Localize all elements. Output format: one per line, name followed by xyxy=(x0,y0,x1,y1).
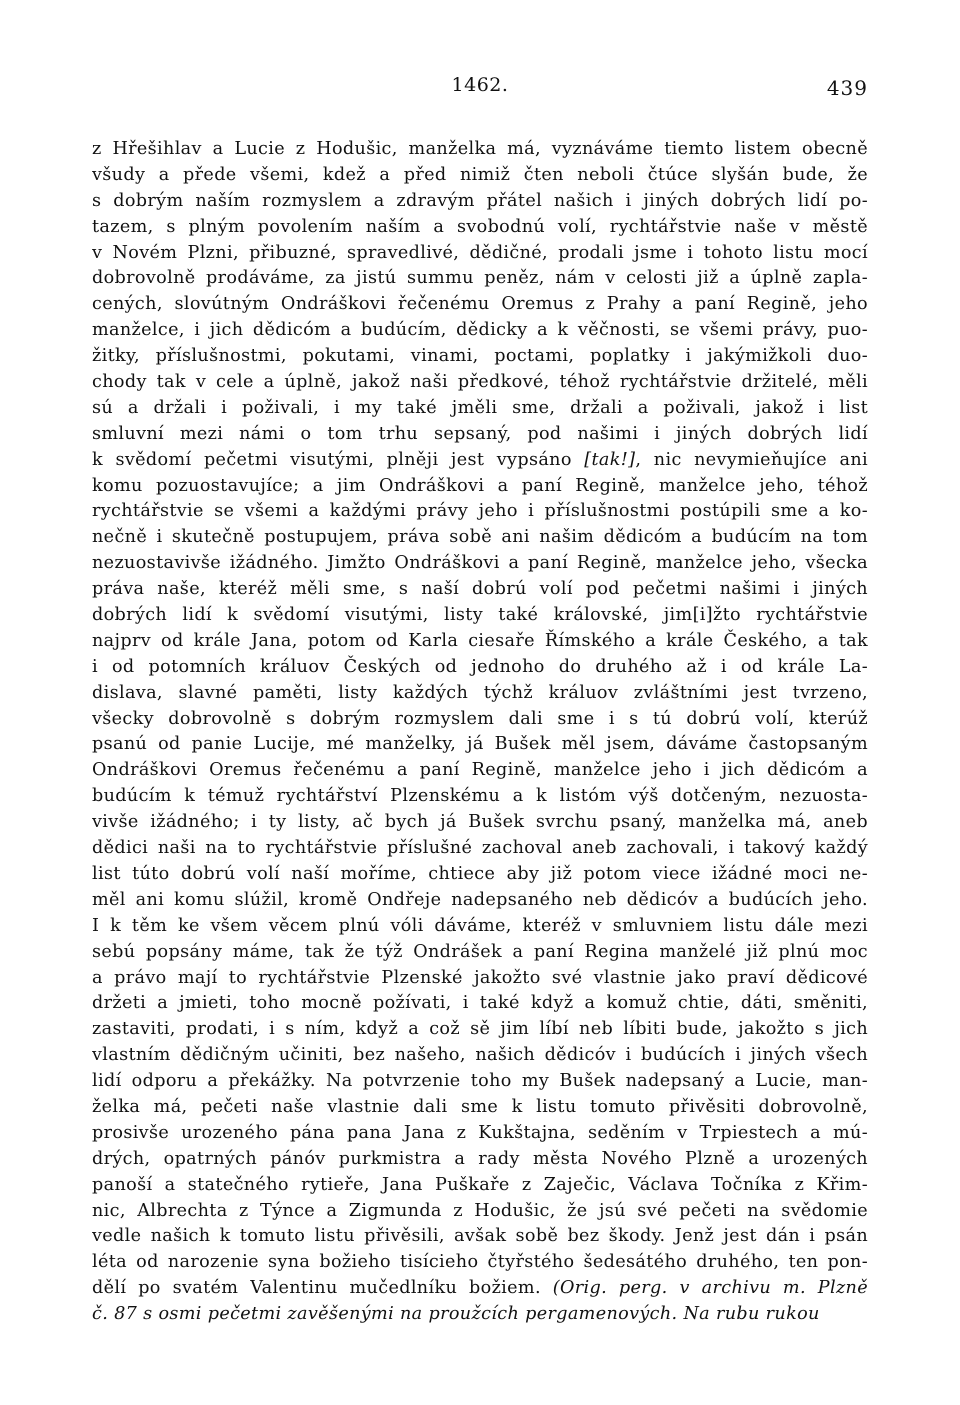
text-segment: dědici naši na to rychtářstvie příslušné zachoval aneb zachovali, i takový každý xyxy=(92,838,868,859)
text-line xyxy=(92,707,868,733)
text-segment: z Hřešihlav a Lucie z Hodušic, manželka má, vyznáváme tiemto listem obecně xyxy=(92,139,868,159)
text-line xyxy=(92,1302,868,1328)
text-segment: nic, Albrechta z Týnce a Zigmunda z Hodušic, že jsú své pečeti na svědomie xyxy=(92,1200,868,1221)
text-line xyxy=(92,784,868,810)
text-segment: dislava, slavné paměti, listy každých týchž králuov zvláštními jest tvrzeno, xyxy=(92,682,868,703)
text-line xyxy=(92,732,868,758)
text-segment: psanú od panie Lucije, mé manželky, já Bušek měl jsem, dáváme častopsaným xyxy=(92,734,868,755)
text-line xyxy=(92,137,868,163)
text-segment: list túto dobrú volí naší moříme, chtiece aby již potom viece ižádné moci ne- xyxy=(92,863,868,884)
text-line xyxy=(92,448,868,474)
text-segment: všecky dobrovolně s dobrým rozmyslem dali sme i s tú dobrú volí, kterúž xyxy=(92,708,868,729)
text-line xyxy=(92,1276,868,1302)
text-segment: sebú popsány máme, tak že týž Ondrášek a paní Regina manželé již plnú moc xyxy=(92,941,868,962)
text-segment: všudy a přede všemi, kdež a před nimiž čten neboli čtúce slyšán bude, že xyxy=(92,164,868,185)
text-segment: tazem, s plným povolením naším a svobodnú volí, rychtářstvie naše v městě xyxy=(92,216,868,237)
text-segment: cených, slovútným Ondráškovi řečenému Oremus z Prahy a paní Regině, jeho xyxy=(92,294,868,315)
text-segment: zastaviti, prodati, i s ním, když a což sě jim líbí neb líbiti bude, jakožto s jich xyxy=(92,1019,868,1040)
text-line xyxy=(92,292,868,318)
text-line xyxy=(92,215,868,241)
text-segment: držeti a jmieti, toho mocně požívati, i také když a komuž chtie, dáti, směniti, xyxy=(92,993,868,1014)
text-segment: najprv od krále Jana, potom od Karla ciesaře Římského a krále Českého, a tak xyxy=(92,630,868,651)
text-line xyxy=(92,1224,868,1250)
text-line xyxy=(92,888,868,914)
text-line xyxy=(92,836,868,862)
text-line xyxy=(92,370,868,396)
text-line xyxy=(92,551,868,577)
text-segment: budúcím k témuž rychtářství Plzenskému a k listóm výš dotčeným, nezuosta- xyxy=(92,786,868,807)
page-number: 439 xyxy=(826,76,868,100)
text-segment: dobrých lidí k svědomí visutými, listy také královské, jim[i]žto rychtářstvie xyxy=(92,605,868,626)
text-line xyxy=(92,655,868,681)
text-line xyxy=(92,1095,868,1121)
text-segment: měl ani komu slúžil, kromě Ondřeje nadepsaného neb dědicóv a budúcích jeho. xyxy=(92,889,868,910)
text-segment: želka má, pečeti naše vlastnie dali sme k listu tomuto přivěsiti dobrovolně, xyxy=(92,1096,868,1117)
text-segment: chody tak v cele a úplně, jakož naši předkové, téhož rychtářstvie držitelé, měli xyxy=(92,372,868,393)
text-line xyxy=(92,966,868,992)
text-segment: vivše ižádného; i ty listy, ač bych já Bušek svrchu psaný, manželka má, aneb xyxy=(92,812,868,833)
page-header xyxy=(92,74,868,104)
text-line xyxy=(92,1147,868,1173)
text-line xyxy=(92,422,868,448)
text-segment: manželce, i jich dědicóm a budúcím, dědicky a k věčnosti, se všemi právy, puo- xyxy=(92,320,868,341)
text-segment: nezuostavivše ižádného. Jimžto Ondráškovi a paní Regině, manželce jeho, všecka xyxy=(92,553,868,574)
text-line xyxy=(92,577,868,603)
text-segment: sú a držali i poživali, i my také jměli sme, držali a poživali, jakož i list xyxy=(92,397,868,418)
text-segment: a právo mají to rychtářstvie Plzenské jakožto své vlastnie jako praví dědicové xyxy=(92,967,868,988)
text-line xyxy=(92,396,868,422)
text-segment: dělí po svatém Valentinu mučedlníku božiem. xyxy=(92,1278,553,1299)
text-segment: práva naše, kteréž měli sme, s naší dobrú volí pod pečetmi našimi i jiných xyxy=(92,579,868,600)
text-line xyxy=(92,603,868,629)
text-segment: lidí odporu a překážky. Na potvrzenie toho my Bušek nadepsaný a Lucie, man- xyxy=(92,1071,868,1092)
text-line xyxy=(92,629,868,655)
header-year: 1462. xyxy=(451,74,509,96)
text-line xyxy=(92,1069,868,1095)
text-line xyxy=(92,681,868,707)
text-line xyxy=(92,940,868,966)
text-line xyxy=(92,1017,868,1043)
text-line xyxy=(92,525,868,551)
text-segment: dobrovolně prodáváme, za jistú summu peněz, nám v celosti již a úplně zapla- xyxy=(92,268,868,289)
text-segment: panoší a statečného rytieře, Jana Puškaře z Zaječic, Václava Točníka z Křim- xyxy=(92,1174,868,1195)
text-line xyxy=(92,499,868,525)
text-segment: , nic nevymieňujíce ani xyxy=(635,449,868,470)
italic-text-segment: č. 87 s osmi pečetmi zavěšenými na proužcích pergamenových. Na rubu rukou xyxy=(92,1304,820,1325)
text-line xyxy=(92,991,868,1017)
text-line xyxy=(92,758,868,784)
text-segment: k svědomí pečetmi visutými, plněji jest vypsáno xyxy=(92,449,585,470)
text-segment: žitky, příslušnostmi, pokutami, vinami, poctami, poplatky i jakýmižkoli duo- xyxy=(92,346,868,367)
italic-text-segment: [tak!] xyxy=(584,449,636,470)
text-line xyxy=(92,266,868,292)
text-segment: rychtářstvie se všemi a každými právy jeho i příslušnostmi postúpili sme a ko- xyxy=(92,501,868,522)
text-segment: vedle našich k tomuto listu přivěsili, avšak sobě bez škody. Jenž jest dán i psán xyxy=(92,1226,868,1247)
text-segment: komu pozuostavujíce; a jim Ondráškovi a paní Regině, manželce jeho, téhož xyxy=(92,475,868,496)
text-segment: drých, opatrných pánóv purkmistra a rady města Nového Plzně a urozených xyxy=(92,1148,868,1169)
text-segment: I k těm ke všem věcem plnú vóli dáváme, kteréž v smluvniem listu dále mezi xyxy=(92,915,868,936)
text-line xyxy=(92,474,868,500)
text-segment: prosivše urozeného pána pana Jana z Kukštajna, seděním v Trpiestech a mú- xyxy=(92,1122,868,1143)
body-text xyxy=(92,137,868,1328)
text-segment: i od potomních králuov Českých od jednoho do druhého až i od krále La- xyxy=(92,656,868,677)
text-line xyxy=(92,318,868,344)
text-line xyxy=(92,344,868,370)
text-segment: Ondráškovi Oremus řečenému a paní Regině, manželce jeho i jich dědicóm a xyxy=(92,760,868,781)
text-segment: vlastním dědičným učiniti, bez našeho, našich dědicóv i budúcích i jiných všech xyxy=(92,1045,868,1066)
text-line xyxy=(92,189,868,215)
text-segment: s dobrým naším rozmyslem a zdravým přátel našich i jiných dobrých lidí po- xyxy=(92,190,868,211)
text-line xyxy=(92,1250,868,1276)
text-line xyxy=(92,241,868,267)
text-line xyxy=(92,1173,868,1199)
text-segment: nečně i skutečně postupujem, práva sobě ani našim dědicóm a budúcím na tom xyxy=(92,527,868,548)
text-line xyxy=(92,1043,868,1069)
text-line xyxy=(92,862,868,888)
text-segment: v Novém Plzni, přibuzné, spravedlivé, dědičné, prodali jsme i tohoto listu mocí xyxy=(92,242,868,263)
text-segment: léta od narozenie syna božieho tisícieho čtyřstého šedesátého druhého, ten pon- xyxy=(92,1252,868,1273)
text-line xyxy=(92,810,868,836)
text-line xyxy=(92,163,868,189)
text-segment: smluvní mezi námi o tom trhu sepsaný, pod našimi i jiných dobrých lidí xyxy=(92,423,868,444)
text-line xyxy=(92,1121,868,1147)
italic-text-segment: (Orig. perg. v archivu m. Plzně xyxy=(552,1278,868,1299)
text-line xyxy=(92,914,868,940)
text-line xyxy=(92,1199,868,1225)
